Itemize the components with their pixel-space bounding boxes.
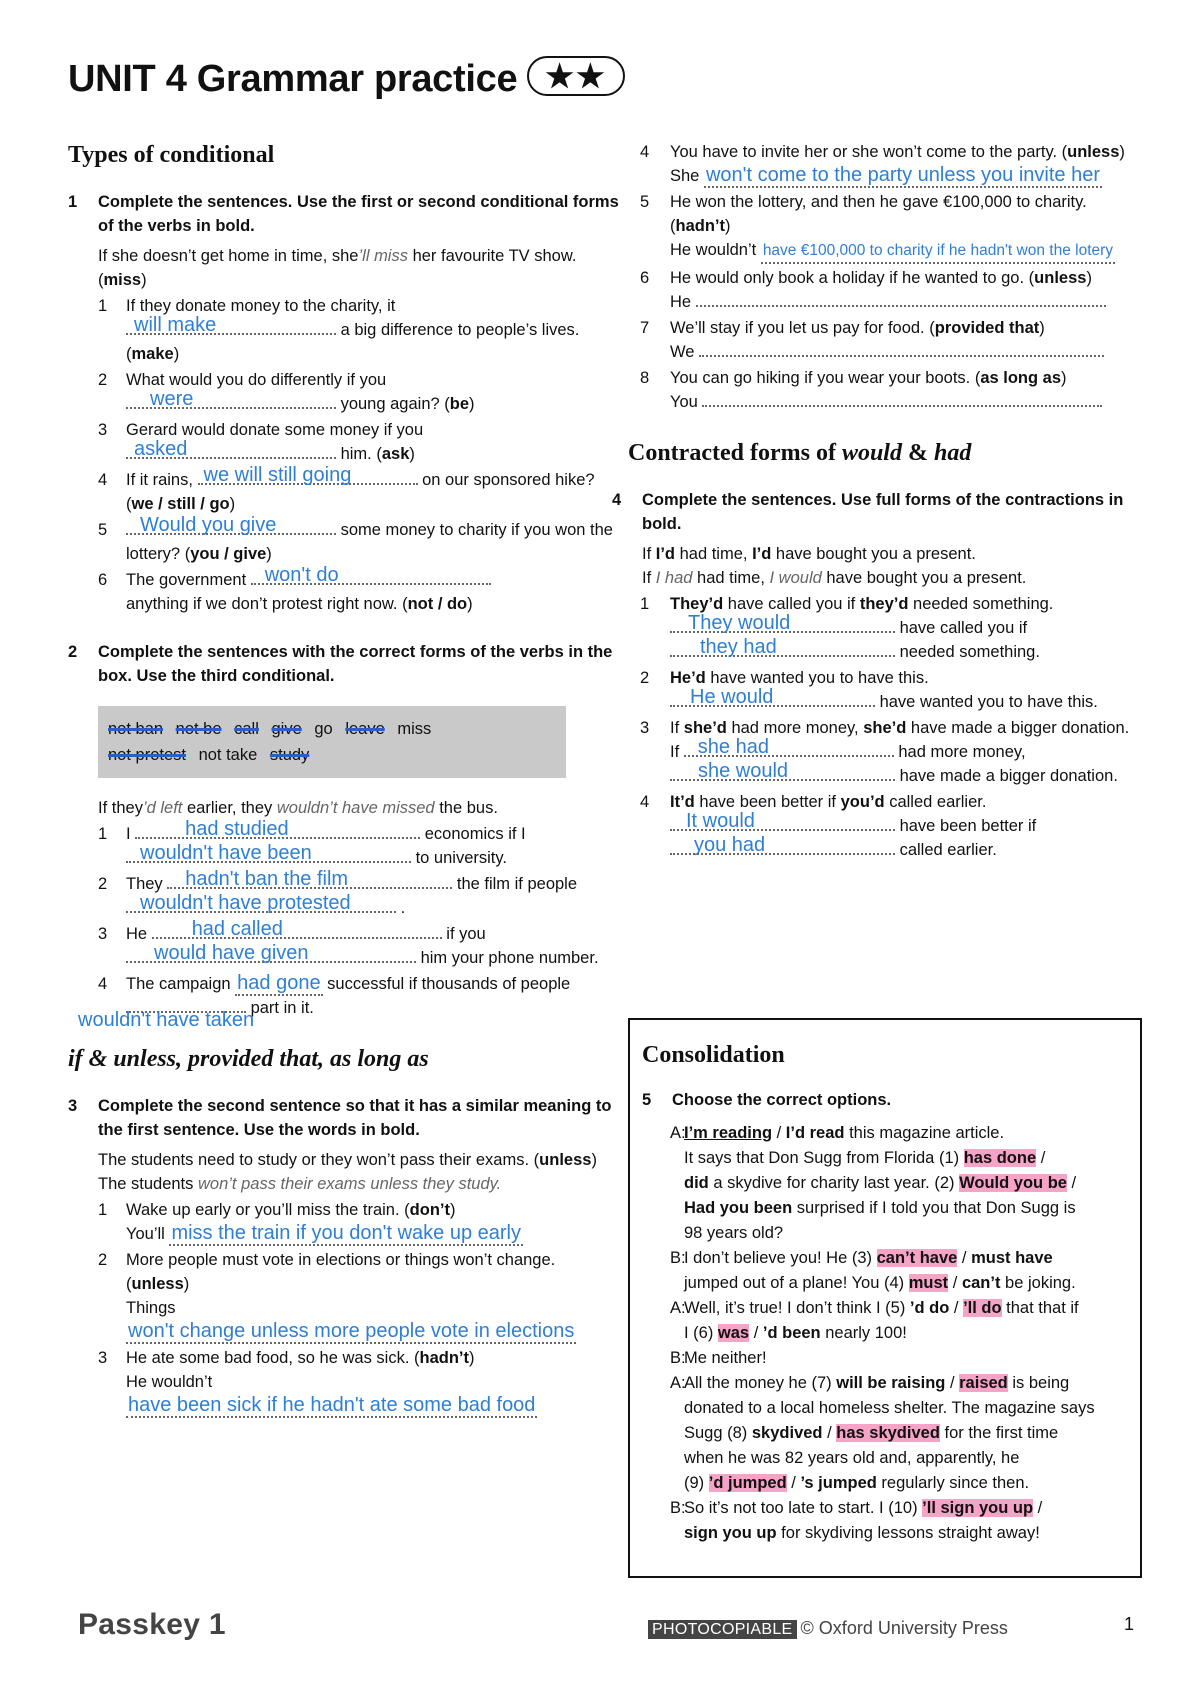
handwritten-answer: hadn't ban the film [185, 868, 349, 890]
task-text: Choose the correct options. [672, 1091, 892, 1109]
task-3-item: 2 More people must vote in elections or things won’t change. (unless) Things won't change unless more people vote in elections [98, 1251, 575, 1342]
handwritten-answer: you had [694, 834, 766, 856]
dialogue-line-b: B: I don’t believe you! He (3) can’t have / must have jumped out of a plane! You (4) must / can’t be joking. [670, 1249, 1076, 1292]
option[interactable]: sign you up [684, 1524, 777, 1542]
option[interactable]: must [908, 1274, 949, 1292]
task-4-instruction [612, 488, 1145, 536]
handwritten-answer: wouldn't have protested [140, 892, 351, 914]
task-2-instruction [68, 640, 623, 688]
dialogue-line-b: B: Me neither! [670, 1349, 767, 1367]
right-column [612, 140, 1145, 864]
answer-blank[interactable] [126, 514, 336, 536]
option[interactable]: can’t [961, 1274, 1001, 1292]
task-4-example: If I’d had time, I’d have bought you a present. If I had had time, I would have bought you a present. [642, 545, 1027, 587]
word-box-item: give [271, 720, 302, 738]
answer-blank[interactable] [198, 464, 418, 486]
task-4-item: 3 If she’d had more money, she’d have made a bigger donation. If she had had more money, she would have made a bigger donation. [640, 719, 1130, 785]
answer-blank[interactable] [702, 392, 1102, 407]
task-1-item: 4 If it rains, we will still going on our sponsored hike? (we / still / go) [98, 464, 595, 513]
answer-blank[interactable] [670, 834, 895, 856]
task-3-example: The students need to study or they won’t pass their exams. (unless) The students won’t pass their exams unless they study. [98, 1151, 597, 1193]
handwritten-answer[interactable]: won't change unless more people vote in elections [128, 1320, 575, 1342]
handwritten-answer: were [150, 388, 194, 410]
word-box-item: not be [175, 720, 222, 738]
passkey-logo: Passkey 1 [78, 1608, 226, 1641]
difficulty-stars-badge: ★★ [527, 56, 624, 96]
handwritten-answer[interactable]: had gone [237, 972, 321, 994]
word-box-item: call [234, 720, 259, 738]
copyright-notice [648, 1618, 1008, 1639]
option[interactable]: I’d read [785, 1124, 845, 1142]
task-3-item: 8 You can go hiking if you wear your boots. (as long as) You [640, 366, 1145, 414]
left-column [68, 140, 623, 1420]
handwritten-answer: will make [134, 314, 217, 336]
task-3-item: 1 Wake up early or you’ll miss the train. (don’t) You’ll miss the train if you don't wake up early [98, 1201, 521, 1244]
option[interactable]: ’ll do [963, 1299, 1002, 1317]
task-5-instruction [642, 1088, 1130, 1113]
option[interactable]: can’t have [876, 1249, 958, 1267]
task-1-item: 5 Would you give some money to charity if you won the lottery? (you / give) [98, 514, 613, 563]
task-3-instruction [68, 1094, 623, 1142]
task-1-instruction [68, 190, 623, 238]
option[interactable]: was [717, 1324, 750, 1342]
task-number: 2 [68, 643, 78, 661]
task-2-item: 2 They hadn't ban the film the film if people wouldn't have protested . [98, 868, 578, 917]
word-box [98, 706, 566, 778]
answer-blank[interactable] [126, 892, 396, 914]
task-4-item: 1 They’d have called you if they’d needed something. They would have called you if they had needed something. [640, 595, 1054, 661]
section-heading-types-of-conditional: Types of conditional [68, 142, 275, 168]
answer-blank[interactable] [251, 564, 491, 586]
option[interactable]: has skydived [836, 1424, 940, 1442]
handwritten-answer: He would [690, 686, 774, 708]
task-text: Complete the sentences with the correct forms of the verbs in the box. Use the third conditional. [98, 643, 613, 685]
option[interactable]: ’s jumped [800, 1474, 877, 1492]
option[interactable]: I’m reading [684, 1124, 773, 1142]
handwritten-answer: wouldn't have taken [78, 1009, 255, 1031]
task-text: Complete the second sentence so that it has a similar meaning to the first sentence. Use the words in bold. [98, 1097, 612, 1139]
word-box-item: miss [397, 720, 432, 738]
task-4-item: 2 He’d have wanted you to have this. He would have wanted you to have this. [640, 669, 1098, 711]
task-3-item: 5 He won the lottery, and then he gave €100,000 to charity. (hadn’t) He wouldn’t have €100,000 to charity if he hadn't won the lotery [640, 190, 1145, 264]
option[interactable]: raised [959, 1374, 1008, 1392]
task-2-example: If they’d left earlier, they wouldn’t have missed the bus. [98, 799, 498, 817]
answer-blank[interactable] [126, 388, 336, 410]
task-number: 5 [642, 1091, 652, 1109]
word-box-item: not take [198, 746, 258, 764]
task-number: 4 [612, 491, 622, 509]
consolidation-box [628, 1018, 1142, 1578]
task-1-item: 1 If they donate money to the charity, it will make a big difference to people’s lives. (make) [98, 297, 580, 363]
task-2-item: 4 The campaign had gone successful if thousands of people wouldn't have taken part in it. [78, 972, 571, 1031]
handwritten-answer[interactable]: won't come to the party unless you invite her [705, 164, 1100, 186]
answer-blank[interactable] [78, 998, 255, 1031]
answer-blank[interactable] [670, 686, 875, 708]
option[interactable]: ’d jumped [708, 1474, 787, 1492]
word-box-item: leave [345, 720, 385, 738]
answer-blank[interactable] [699, 342, 1104, 357]
answer-blank[interactable] [696, 292, 1106, 307]
task-3-item: 3 He ate some bad food, so he was sick. (hadn’t) He wouldn’t have been sick if he hadn't ate some bad food [98, 1349, 536, 1416]
option[interactable]: Would you be [959, 1174, 1067, 1192]
answer-blank[interactable] [152, 918, 442, 940]
task-3-item: 6 He would only book a holiday if he wanted to go. (unless) He [640, 266, 1145, 314]
section-heading-consolidation: Consolidation [642, 1042, 785, 1068]
task-4-item: 4 It’d have been better if you’d called earlier. It would have been better if you had called earlier. [640, 793, 1037, 859]
answer-blank[interactable] [670, 760, 895, 782]
option[interactable]: Had you been [684, 1199, 793, 1217]
answer-blank[interactable] [670, 810, 895, 832]
answer-blank[interactable] [135, 818, 420, 840]
handwritten-answer: had studied [185, 818, 289, 840]
section-heading-contracted-forms: Contracted forms of would & had [628, 440, 972, 466]
handwritten-answer: It would [686, 810, 755, 832]
handwritten-answer[interactable]: have €100,000 to charity if he hadn't won the lotery [761, 240, 1115, 264]
task-1-item: 3 Gerard would donate some money if you asked him. (ask) [98, 421, 424, 463]
option[interactable]: ’ll sign you up [922, 1499, 1034, 1517]
handwritten-answer: she had [697, 736, 769, 758]
answer-blank[interactable] [126, 438, 336, 460]
title-text: UNIT 4 Grammar practice [68, 58, 518, 100]
word-box-item: study [269, 746, 310, 764]
option[interactable]: skydived [751, 1424, 823, 1442]
handwritten-answer: they had [700, 636, 777, 658]
publisher-text: © Oxford University Press [800, 1618, 1008, 1638]
handwritten-answer: They would [688, 612, 791, 634]
answer-blank[interactable] [167, 868, 452, 890]
word-box-item: go [314, 720, 333, 738]
handwritten-answer: she would [698, 760, 789, 782]
section-heading-if-unless: if & unless, provided that, as long as [68, 1046, 429, 1072]
word-box-item: not protest [108, 746, 186, 764]
handwritten-answer: Would you give [140, 514, 277, 536]
task-1-item: 2 What would you do differently if you were young again? (be) [98, 371, 475, 413]
task-1-example: If she doesn’t get home in time, she’ll miss her favourite TV show. (miss) [98, 247, 577, 289]
task-text: Complete the sentences. Use full forms of the contractions in bold. [642, 491, 1124, 533]
handwritten-answer: had called [191, 918, 283, 940]
handwritten-answer: would have given [154, 942, 309, 964]
photocopiable-badge: PHOTOCOPIABLE [648, 1620, 797, 1639]
option[interactable]: ’d been [762, 1324, 821, 1342]
task-2-item: 1 I had studied economics if I wouldn't have been to university. [98, 818, 526, 867]
task-3-item: 4 You have to invite her or she won’t come to the party. (unless) She won't come to the party unless you invite her [640, 143, 1125, 186]
answer-blank[interactable] [126, 314, 336, 336]
answer-blank[interactable] [670, 612, 895, 634]
page-number: 1 [1124, 1614, 1135, 1634]
handwritten-answer: wouldn't have been [140, 842, 312, 864]
task-number: 3 [68, 1097, 78, 1115]
option[interactable]: will be raising [836, 1374, 946, 1392]
handwritten-answer: won't do [264, 564, 339, 586]
answer-blank[interactable] [670, 636, 895, 658]
answer-blank[interactable] [126, 942, 416, 964]
dialogue-line-b: B: So it’s not too late to start. I (10) ’ll sign you up / sign you up for skydiving lessons straight away! [670, 1499, 1043, 1542]
answer-blank[interactable] [126, 842, 411, 864]
dialogue-line-a: A: All the money he (7) will be raising / raised is being donated to a local homeless shelter. The magazine says Sugg (8) skydived / has skydived for the first time when he was 82 years old and, apparently, he (9) ’d jumped / ’s jumped regularly since then. [670, 1374, 1095, 1492]
answer-blank[interactable] [684, 736, 894, 758]
option[interactable]: did [684, 1174, 709, 1192]
task-number: 1 [68, 193, 78, 211]
dialogue-line-a: A: I’m reading / I’d read this magazine article. It says that Don Sugg from Florida (1) has done / did a skydive for charity last year. (2) Would you be / Had you been surprised if I told you that Don Sugg is 98 years old? [670, 1124, 1077, 1242]
page-title [68, 56, 625, 102]
handwritten-answer: we will still going [203, 464, 352, 486]
dialogue-line-a: A: Well, it’s true! I don’t think I (5) ’d do / ’ll do that that if I (6) was / ’d been nearly 100! [670, 1299, 1079, 1342]
option[interactable]: must have [971, 1249, 1053, 1267]
task-2-item: 3 He had called if you would have given him your phone number. [98, 918, 599, 967]
task-3-item: 7 We’ll stay if you let us pay for food. (provided that) We [640, 316, 1145, 364]
handwritten-answer: asked [134, 438, 188, 460]
option[interactable]: has done [963, 1149, 1037, 1167]
handwritten-answer[interactable]: have been sick if he hadn't ate some bad food [128, 1394, 536, 1416]
word-box-item: not ban [108, 720, 164, 738]
task-1-item: 6 The government won't do anything if we don’t protest right now. (not / do) [68, 568, 623, 616]
task-text: Complete the sentences. Use the first or second conditional forms of the verbs in bold. [98, 193, 619, 235]
option[interactable]: ’d do [909, 1299, 950, 1317]
handwritten-answer[interactable]: miss the train if you don't wake up early [171, 1222, 521, 1244]
